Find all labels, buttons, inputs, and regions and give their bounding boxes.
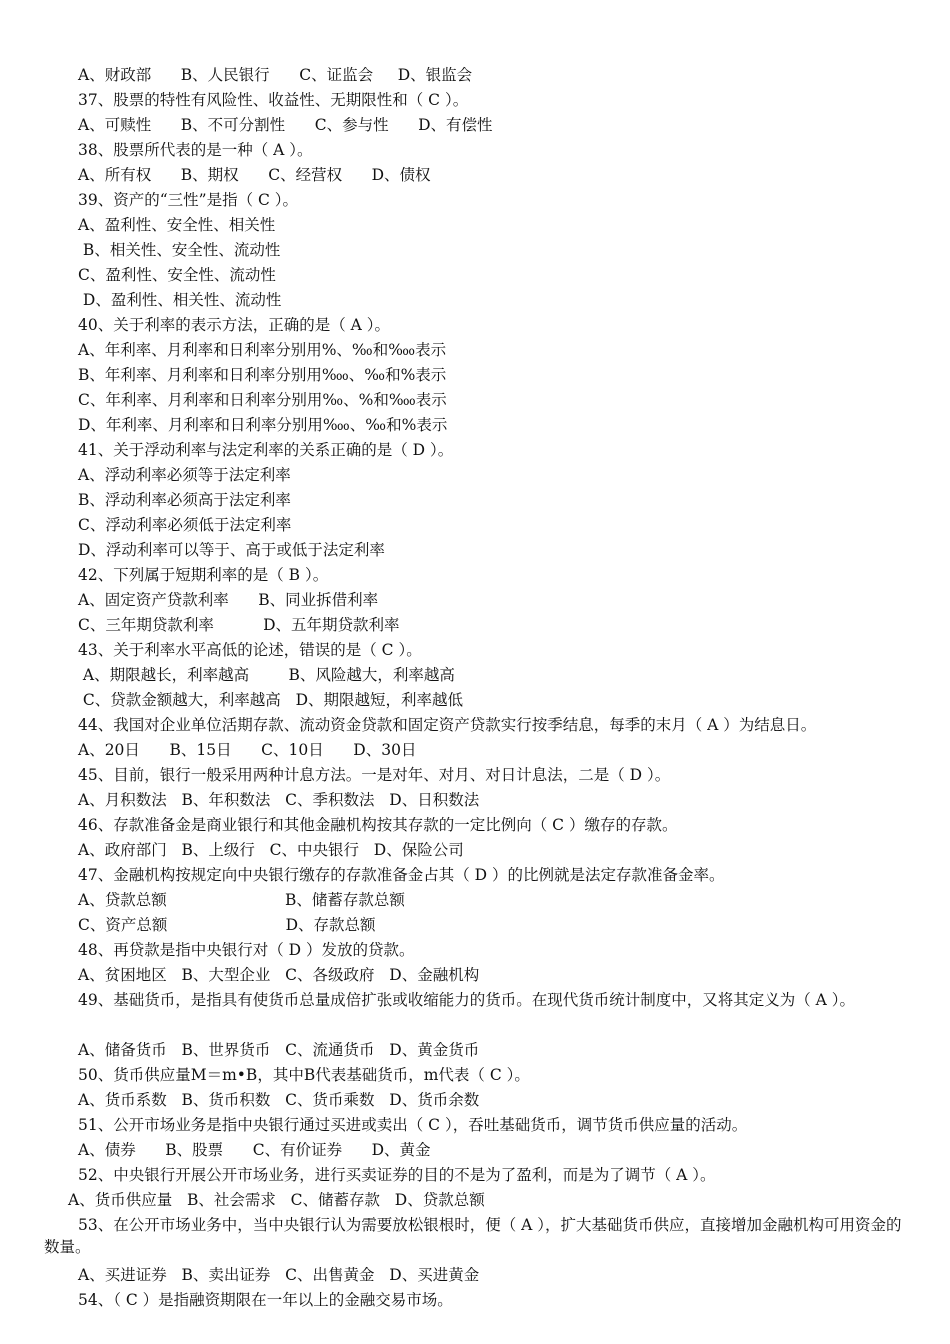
question-51: 51、公开市场业务是指中央银行通过买进或卖出（ C ），吞吐基础货币，调节货币供应量的活动。	[78, 1116, 748, 1134]
options-53: A、买进证券 B、卖出证券 C、出售黄金 D、买进黄金	[78, 1266, 480, 1284]
options-49: A、储备货币 B、世界货币 C、流通货币 D、黄金货币	[78, 1041, 480, 1059]
option-40-d: D、年利率、月利率和日利率分别用‱、‰和%表示	[78, 416, 448, 434]
option-40-c: C、年利率、月利率和日利率分别用‰、%和‱表示	[78, 391, 447, 409]
option-41-c: C、浮动利率必须低于法定利率	[78, 516, 292, 534]
options-46: A、政府部门 B、上级行 C、中央银行 D、保险公司	[78, 841, 464, 859]
options-43-cd: C、贷款金额越大，利率越高 D、期限越短，利率越低	[78, 691, 463, 709]
question-48: 48、再贷款是指中央银行对（ D ）发放的贷款。	[78, 941, 415, 959]
options-47-cd: C、资产总额 D、存款总额	[78, 916, 376, 934]
options-47-ab: A、贷款总额 B、储蓄存款总额	[78, 891, 405, 909]
options-51: A、债券 B、股票 C、有价证券 D、黄金	[78, 1141, 431, 1159]
option-41-b: B、浮动利率必须高于法定利率	[78, 491, 291, 509]
question-41: 41、关于浮动利率与法定利率的关系正确的是（ D ）。	[78, 441, 454, 459]
option-39-c: C、盈利性、安全性、流动性	[78, 266, 276, 284]
option-40-a: A、年利率、月利率和日利率分别用%、‰和‱表示	[78, 341, 447, 359]
options-37: A、可赎性 B、不可分割性 C、参与性 D、有偿性	[78, 116, 493, 134]
question-49: 49、基础货币，是指具有使货币总量成倍扩张或收缩能力的货币。在现代货币统计制度中，又将其定义为（ A ）。	[78, 991, 856, 1009]
question-39: 39、资产的“三性”是指（ C ）。	[78, 191, 299, 209]
question-37: 37、股票的特性有风险性、收益性、无期限性和（ C ）。	[78, 91, 469, 109]
options-38: A、所有权 B、期权 C、经营权 D、债权	[78, 166, 431, 184]
option-39-b: B、相关性、安全性、流动性	[78, 241, 281, 259]
options-42-cd: C、三年期贷款利率 D、五年期贷款利率	[78, 616, 400, 634]
options-48: A、贫困地区 B、大型企业 C、各级政府 D、金融机构	[78, 966, 480, 984]
question-44: 44、我国对企业单位活期存款、流动资金贷款和固定资产贷款实行按季结息，每季的末月（ A ）为结息日。	[78, 716, 817, 734]
question-43: 43、关于利率水平高低的论述，错误的是（ C ）。	[78, 641, 422, 659]
question-50: 50、货币供应量M＝m•B，其中B代表基础货币，m代表（ C ）。	[78, 1066, 530, 1084]
question-38: 38、股票所代表的是一种（ A ）。	[78, 141, 313, 159]
option-40-b: B、年利率、月利率和日利率分别用‱、‰和%表示	[78, 366, 447, 384]
option-41-a: A、浮动利率必须等于法定利率	[78, 466, 291, 484]
options-50: A、货币系数 B、货币积数 C、货币乘数 D、货币余数	[78, 1091, 480, 1109]
options-44: A、20日 B、15日 C、10日 D、30日	[78, 741, 417, 759]
question-42: 42、下列属于短期利率的是（ B ）。	[78, 566, 329, 584]
question-52: 52、中央银行开展公开市场业务，进行买卖证券的目的不是为了盈利，而是为了调节（ A ）。	[78, 1166, 716, 1184]
question-53: 53、在公开市场业务中，当中央银行认为需要放松银根时，便（ A ），扩大基础货币供应，直接增加金融机构可用资金的数量。	[44, 1216, 902, 1256]
options-43-ab: A、期限越长，利率越高 B、风险越大，利率越高	[78, 666, 455, 684]
option-39-d: D、盈利性、相关性、流动性	[78, 291, 282, 309]
question-54: 54、（ C ）是指融资期限在一年以上的金融交易市场。	[78, 1291, 453, 1309]
options-45: A、月积数法 B、年积数法 C、季积数法 D、日积数法	[78, 791, 480, 809]
text-line: A、财政部 B、人民银行 C、证监会 D、银监会	[78, 66, 473, 84]
question-47: 47、金融机构按规定向中央银行缴存的存款准备金占其（ D ）的比例就是法定存款准备金率。	[78, 866, 725, 884]
option-39-a: A、盈利性、安全性、相关性	[78, 216, 276, 234]
options-42-ab: A、固定资产贷款利率 B、同业拆借利率	[78, 591, 379, 609]
question-40: 40、关于利率的表示方法，正确的是（ A ）。	[78, 316, 391, 334]
options-52: A、货币供应量 B、社会需求 C、储蓄存款 D、贷款总额	[68, 1191, 485, 1209]
question-46: 46、存款准备金是商业银行和其他金融机构按其存款的一定比例向（ C ）缴存的存款。	[78, 816, 678, 834]
option-41-d: D、浮动利率可以等于、高于或低于法定利率	[78, 541, 385, 559]
question-45: 45、目前，银行一般采用两种计息方法。一是对年、对月、对日计息法，二是（ D ）。	[78, 766, 671, 784]
